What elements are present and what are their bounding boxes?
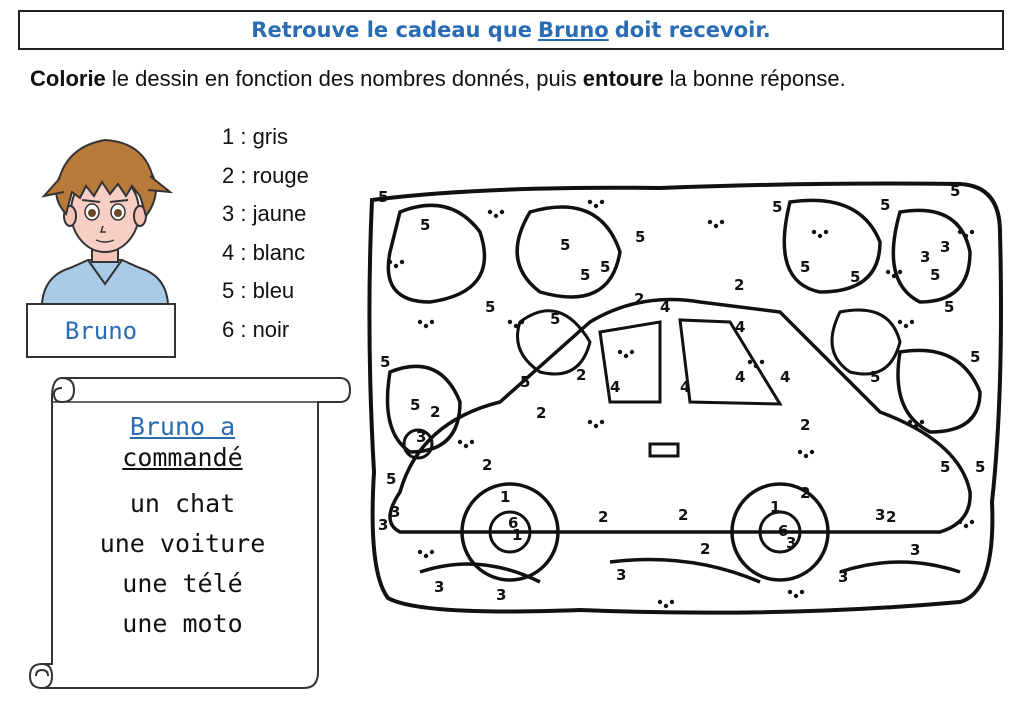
puzzle-number: 2 (576, 366, 587, 384)
puzzle-number: 5 (880, 196, 891, 214)
puzzle-number: 5 (380, 353, 391, 371)
dot-mark (664, 604, 668, 608)
puzzle-number: 2 (886, 508, 897, 526)
puzzle-number: 3 (496, 586, 507, 604)
puzzle-number: 2 (430, 403, 441, 421)
instruction-text-1: le dessin en fonction des nombres donnés, puis (105, 66, 583, 91)
dot-mark (500, 210, 504, 214)
dot-mark (794, 594, 798, 598)
puzzle-number: 2 (536, 404, 547, 422)
dot-mark (470, 440, 474, 444)
option-voiture[interactable]: une voiture (99, 529, 266, 558)
dot-mark (970, 230, 974, 234)
puzzle-number: 5 (378, 188, 389, 206)
instruction-text-2: la bonne réponse. (663, 66, 846, 91)
dot-mark (508, 320, 512, 324)
title-box (18, 10, 1004, 50)
puzzle-number: 5 (560, 236, 571, 254)
dot-mark (400, 260, 404, 264)
puzzle-number: 5 (485, 298, 496, 316)
dot-mark (958, 520, 962, 524)
character-name: Bruno (64, 316, 138, 345)
puzzle-number: 3 (378, 516, 389, 534)
dot-mark (920, 420, 924, 424)
dot-mark (600, 420, 604, 424)
dot-mark (488, 210, 492, 214)
dot-mark (588, 200, 592, 204)
puzzle-number: 6 (778, 522, 789, 540)
puzzle-number: 6 (508, 514, 519, 532)
dot-mark (958, 230, 962, 234)
boy-illustration (30, 126, 180, 306)
puzzle-number: 3 (390, 503, 401, 521)
dot-mark (624, 354, 628, 358)
dot-mark (904, 324, 908, 328)
dot-mark (658, 600, 662, 604)
puzzle-number: 3 (940, 238, 951, 256)
dot-mark (514, 324, 518, 328)
dot-mark (600, 200, 604, 204)
puzzle-number: 5 (930, 266, 941, 284)
puzzle-number: 3 (910, 541, 921, 559)
dot-mark (898, 270, 902, 274)
dot-mark (708, 220, 712, 224)
instruction-entoure: entoure (582, 66, 664, 91)
answer-options (70, 484, 295, 644)
legend-item-3: 3 : jaune (222, 201, 307, 226)
puzzle-number: 5 (580, 266, 591, 284)
dot-mark (618, 350, 622, 354)
dot-mark (964, 234, 968, 238)
puzzle-number: 2 (800, 416, 811, 434)
question-a: a (205, 412, 236, 441)
dot-mark (910, 320, 914, 324)
dot-mark (630, 350, 634, 354)
dot-mark (424, 324, 428, 328)
dot-mark (892, 274, 896, 278)
puzzle-number: 4 (610, 378, 621, 396)
dot-mark (520, 320, 524, 324)
puzzle-number: 5 (800, 258, 811, 276)
puzzle-number: 4 (735, 368, 746, 386)
dot-mark (818, 234, 822, 238)
dot-mark (394, 264, 398, 268)
dot-mark (494, 214, 498, 218)
puzzle-number: 5 (420, 216, 431, 234)
dot-mark (748, 360, 752, 364)
puzzle-number: 4 (660, 298, 671, 316)
puzzle-number: 4 (680, 378, 691, 396)
puzzle-number: 3 (838, 568, 849, 586)
puzzle-number: 2 (678, 506, 689, 524)
dot-mark (970, 520, 974, 524)
dot-mark (418, 550, 422, 554)
puzzle-number: 3 (875, 506, 886, 524)
dot-mark (898, 320, 902, 324)
puzzle-number: 3 (786, 534, 797, 552)
puzzle-number: 3 (616, 566, 627, 584)
title-name: Bruno (538, 18, 609, 42)
dot-mark (914, 424, 918, 428)
puzzle-number: 3 (416, 428, 427, 446)
puzzle-number: 2 (800, 484, 811, 502)
puzzle-number: 3 (920, 248, 931, 266)
puzzle-number: 5 (520, 373, 531, 391)
dot-mark (804, 454, 808, 458)
color-legend (222, 118, 309, 349)
legend-item-4: 4 : blanc (222, 239, 306, 265)
puzzle-number: 1 (500, 488, 511, 506)
dot-mark (430, 320, 434, 324)
puzzle-number: 5 (970, 348, 981, 366)
dot-mark (430, 550, 434, 554)
puzzle-number: 4 (780, 368, 791, 386)
color-by-number-picture (360, 172, 1010, 624)
dot-mark (798, 450, 802, 454)
puzzle-number: 2 (700, 540, 711, 558)
dot-marks (388, 200, 974, 608)
puzzle-number: 2 (598, 508, 609, 526)
legend-item-1: 1 : gris (222, 124, 289, 149)
dot-mark (812, 230, 816, 234)
puzzle-number: 2 (634, 290, 645, 308)
puzzle-number: 1 (512, 526, 523, 544)
scroll-question (70, 412, 295, 644)
dot-mark (824, 230, 828, 234)
instruction (30, 66, 1000, 92)
puzzle-number: 4 (735, 318, 746, 336)
instruction-colorie: Colorie (30, 66, 106, 91)
option-moto[interactable]: une moto (122, 609, 243, 638)
dot-mark (588, 420, 592, 424)
question-name: Bruno (129, 412, 206, 441)
dot-mark (754, 364, 758, 368)
dot-mark (458, 440, 462, 444)
question-line-1 (70, 412, 295, 441)
legend-item-6: 6 : noir (222, 316, 290, 342)
puzzle-number: 5 (850, 268, 861, 286)
character-name-box (26, 303, 176, 358)
dot-mark (720, 220, 724, 224)
puzzle-number: 5 (386, 470, 397, 488)
dot-mark (424, 554, 428, 558)
option-chat[interactable]: un chat (129, 489, 236, 518)
puzzle-number: 2 (482, 456, 493, 474)
puzzle-number: 1 (770, 498, 781, 516)
legend-item-2: 2 : rouge (222, 162, 309, 188)
dot-mark (464, 444, 468, 448)
puzzle-number: 5 (410, 396, 421, 414)
puzzle-number: 5 (950, 182, 961, 200)
puzzle-number: 5 (635, 228, 646, 246)
legend-item-5: 5 : bleu (222, 278, 295, 303)
puzzle-number: 5 (944, 298, 955, 316)
dot-mark (418, 320, 422, 324)
dot-mark (388, 260, 392, 264)
puzzle-number: 5 (870, 368, 881, 386)
question-line-2: commandé (122, 443, 243, 472)
dot-mark (810, 450, 814, 454)
title-after: doit recevoir. (614, 18, 771, 42)
puzzle-number: 5 (940, 458, 951, 476)
dot-mark (908, 420, 912, 424)
dot-mark (964, 524, 968, 528)
puzzle-number: 5 (975, 458, 986, 476)
dot-mark (788, 590, 792, 594)
dot-mark (594, 424, 598, 428)
puzzle-number: 3 (434, 578, 445, 596)
title-before: Retrouve le cadeau que (251, 18, 533, 42)
puzzle-number: 5 (550, 310, 561, 328)
dot-mark (886, 270, 890, 274)
dot-mark (670, 600, 674, 604)
puzzle-number: 5 (772, 198, 783, 216)
dot-mark (594, 204, 598, 208)
option-tele[interactable]: une télé (122, 569, 243, 598)
dot-mark (714, 224, 718, 228)
dot-mark (760, 360, 764, 364)
puzzle-number: 2 (734, 276, 745, 294)
puzzle-number: 5 (600, 258, 611, 276)
dot-mark (800, 590, 804, 594)
